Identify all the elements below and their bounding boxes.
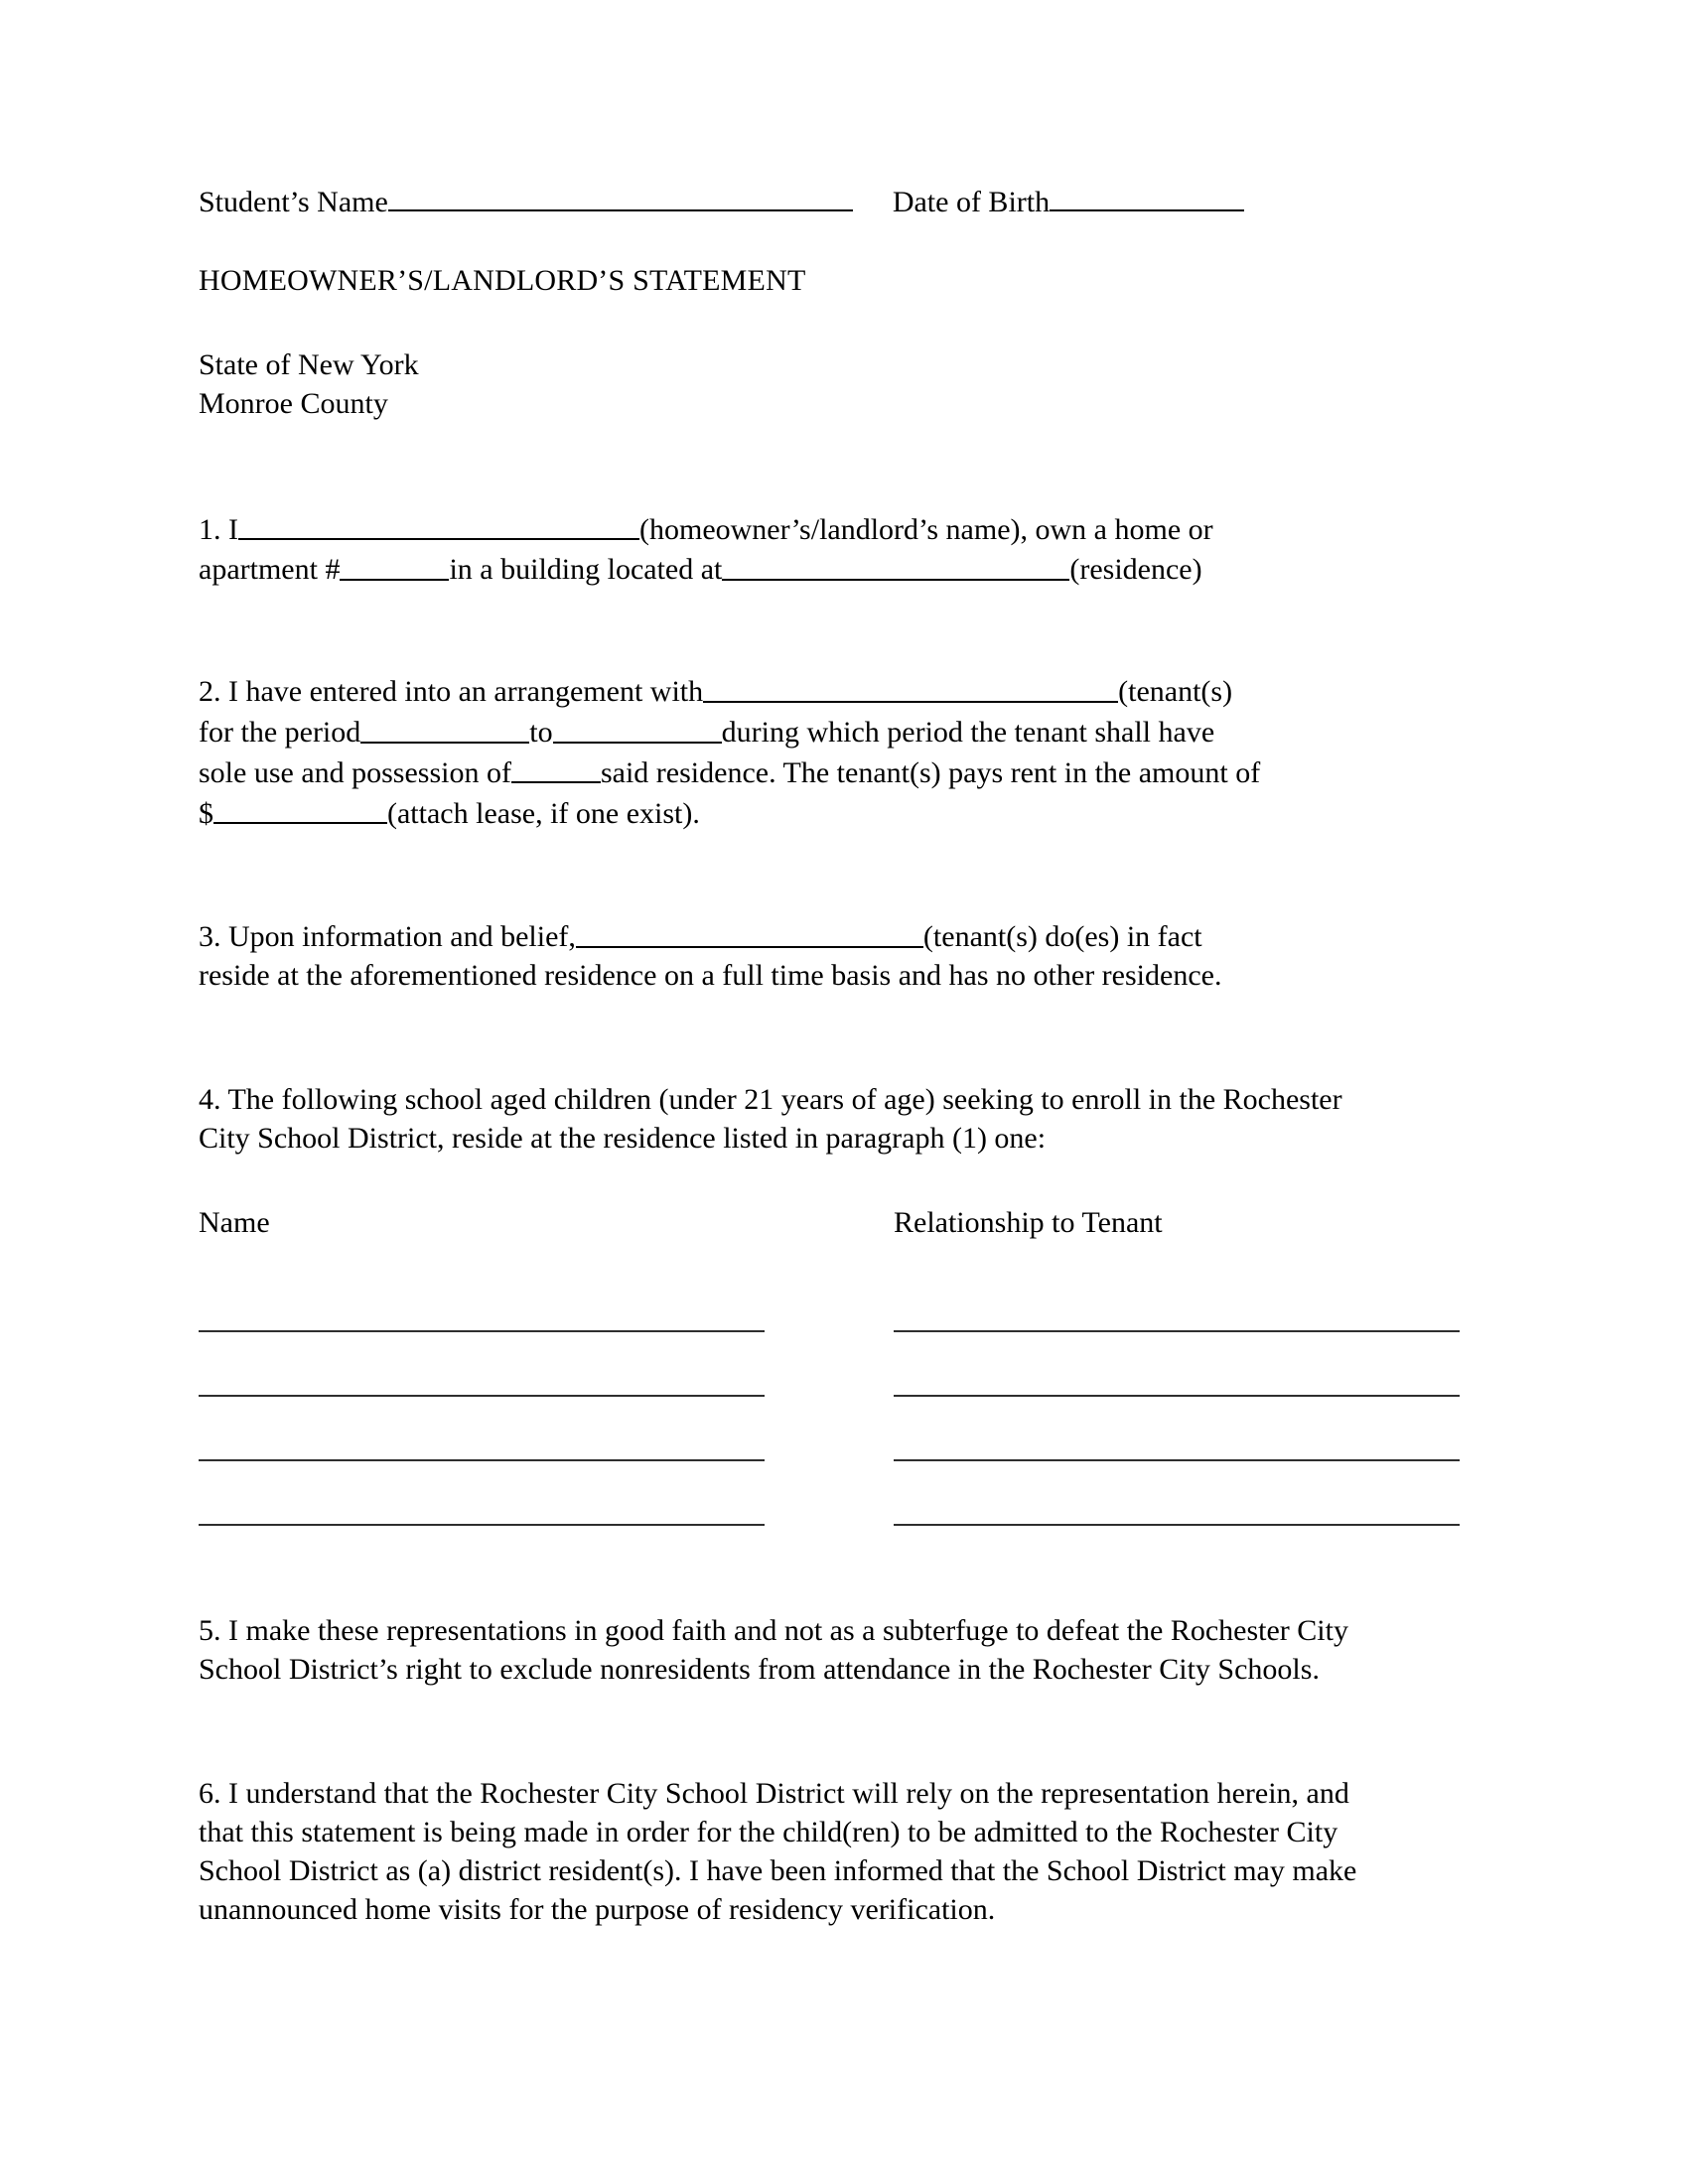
state-line: State of New York	[199, 347, 419, 381]
paragraph-1-line-2	[199, 548, 1489, 589]
table-row	[199, 1332, 1489, 1397]
paragraph-6-line-1: 6. I understand that the Rochester City School District will rely on the representation herein, and	[199, 1777, 1349, 1811]
sole-use-input-line[interactable]	[511, 751, 601, 784]
child-name-input-line-1[interactable]	[199, 1329, 765, 1332]
paragraph-4-line-1: 4. The following school aged children (under 21 years of age) seeking to enroll in the Rochester	[199, 1083, 1342, 1117]
p2-lease-note: (attach lease, if one exist).	[387, 796, 700, 830]
paragraph-3-line-2: reside at the aforementioned residence on a full time basis and has no other residence.	[199, 959, 1222, 993]
p2-lead-text: 2. I have entered into an arrangement with	[199, 674, 704, 708]
paragraph-6	[199, 1774, 1489, 1929]
column-header-name: Name	[199, 1206, 270, 1240]
paragraph-2-line-2	[199, 711, 1489, 751]
child-relationship-input-line-2[interactable]	[894, 1394, 1460, 1397]
paragraph-5	[199, 1611, 1489, 1689]
p2-sole-use-label: sole use and possession of	[199, 755, 511, 789]
paragraph-1-line-1	[199, 508, 1489, 549]
p3-lead-text: 3. Upon information and belief,	[199, 920, 576, 954]
paragraph-2	[199, 670, 1489, 832]
p2-line2-tail: during which period the tenant shall have	[721, 715, 1215, 749]
p2-period-label: for the period	[199, 715, 361, 749]
paragraph-6-line-4: unannounced home visits for the purpose of residency verification.	[199, 1893, 996, 1927]
paragraph-5-line-1: 5. I make these representations in good faith and not as a subterfuge to defeat the Rochester City	[199, 1614, 1348, 1648]
belief-tenant-input-line[interactable]	[576, 915, 923, 948]
table-row	[199, 1268, 1489, 1332]
paragraph-2-line-4	[199, 792, 1489, 833]
p2-line1-tail: (tenant(s)	[1118, 674, 1233, 708]
paragraph-2-line-3	[199, 751, 1489, 792]
document-title: HOMEOWNER’S/LANDLORD’S STATEMENT	[199, 263, 806, 297]
paragraph-6-line-3: School District as (a) district resident(s). I have been informed that the School District may make	[199, 1854, 1357, 1888]
building-address-input-line[interactable]	[722, 548, 1069, 581]
homeowner-name-input-line[interactable]	[238, 508, 639, 541]
county-line: Monroe County	[199, 386, 388, 420]
period-end-input-line[interactable]	[553, 711, 722, 744]
paragraph-2-line-1	[199, 670, 1489, 711]
p1-lead-text: 1. I	[199, 512, 238, 546]
p2-dollar-sign: $	[199, 796, 213, 830]
column-header-relationship: Relationship to Tenant	[894, 1206, 1163, 1240]
child-relationship-input-line-3[interactable]	[894, 1458, 1460, 1461]
period-start-input-line[interactable]	[360, 711, 529, 744]
jurisdiction-block	[199, 345, 1489, 423]
student-name-label: Student’s Name	[199, 185, 388, 218]
paragraph-4-line-2: City School District, reside at the residence listed in paragraph (1) one:	[199, 1122, 1047, 1156]
apartment-number-input-line[interactable]	[340, 548, 449, 581]
rent-amount-input-line[interactable]	[213, 792, 387, 825]
child-relationship-input-line-1[interactable]	[894, 1329, 1460, 1332]
children-table-header	[199, 1203, 1489, 1242]
paragraph-3	[199, 915, 1489, 995]
child-name-input-line-3[interactable]	[199, 1458, 765, 1461]
tenant-name-input-line[interactable]	[703, 670, 1118, 703]
student-name-input-line[interactable]	[388, 179, 853, 211]
child-name-input-line-2[interactable]	[199, 1394, 765, 1397]
header-fields-row	[199, 179, 1489, 221]
date-of-birth-input-line[interactable]	[1050, 179, 1244, 211]
paragraph-1	[199, 508, 1489, 590]
p1-residence-tail: (residence)	[1069, 553, 1202, 587]
child-relationship-input-line-4[interactable]	[894, 1523, 1460, 1526]
child-name-input-line-4[interactable]	[199, 1523, 765, 1526]
p3-line1-tail: (tenant(s) do(es) in fact	[922, 920, 1202, 954]
p1-line1-tail: (homeowner’s/landlord’s name), own a home or	[639, 512, 1213, 546]
p1-apartment-label: apartment #	[199, 553, 341, 587]
table-row	[199, 1397, 1489, 1461]
children-table-rows	[199, 1268, 1489, 1526]
p2-line3-tail: said residence. The tenant(s) pays rent in the amount of	[600, 755, 1261, 789]
date-of-birth-label: Date of Birth	[892, 185, 1051, 218]
p1-building-text: in a building located at	[449, 553, 723, 587]
p2-to-label: to	[529, 715, 553, 749]
table-row	[199, 1461, 1489, 1526]
paragraph-4	[199, 1080, 1489, 1158]
paragraph-6-line-2: that this statement is being made in order for the child(ren) to be admitted to the Rochester City	[199, 1816, 1338, 1849]
paragraph-5-line-2: School District’s right to exclude nonresidents from attendance in the Rochester City Schools.	[199, 1653, 1320, 1687]
document-body	[199, 179, 1489, 1929]
paragraph-3-line-1	[199, 915, 1489, 956]
